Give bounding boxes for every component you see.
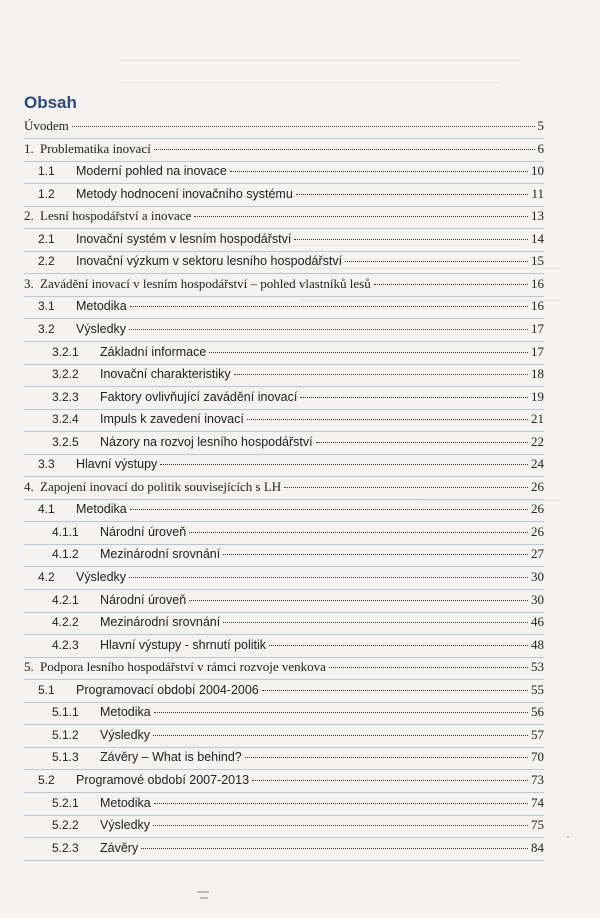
toc-entry[interactable] — [24, 206, 544, 229]
dot-leader — [252, 780, 528, 781]
toc-entry[interactable] — [24, 815, 544, 838]
toc-entry-number: 5. — [24, 659, 34, 675]
toc-entry[interactable] — [24, 680, 544, 703]
toc-entry-number: 4.1.1 — [52, 524, 79, 539]
toc-entry-title: Faktory ovlivňující zavádění inovací — [100, 389, 298, 404]
toc-entry-number: 3.2.5 — [52, 434, 79, 449]
toc-entry-page-number: 11 — [531, 185, 544, 201]
toc-entry[interactable] — [24, 364, 544, 387]
toc-entry-title: Zavádění inovací v lesním hospodářství – pohled vlastníků lesů — [40, 275, 371, 291]
toc-entry[interactable] — [24, 161, 544, 184]
toc-entry[interactable] — [24, 229, 544, 252]
toc-entry-number: 4.1 — [38, 502, 55, 517]
toc-entry-title: Metody hodnocení inovačního systému — [76, 186, 293, 201]
dot-leader — [245, 757, 528, 758]
toc-entry-title: Programovací období 2004-2006 — [76, 682, 259, 697]
toc-entry-title: Mezinárodní srovnání — [100, 547, 221, 562]
dot-leader — [154, 712, 528, 713]
page-title: Obsah — [24, 93, 77, 112]
toc-entry[interactable] — [24, 544, 544, 567]
toc-entry[interactable] — [24, 747, 544, 770]
dot-leader — [296, 194, 529, 195]
toc-entry-number: 4.2.1 — [52, 592, 79, 607]
page-mark — [200, 897, 208, 899]
dot-leader — [234, 374, 528, 375]
toc-entry-title: Výsledky — [76, 570, 127, 584]
toc-entry-page-number: 75 — [531, 817, 544, 833]
dot-leader — [189, 600, 528, 601]
dot-leader — [223, 554, 528, 555]
toc-entry-page-number: 17 — [531, 343, 544, 359]
toc-entry-number: 5.1.2 — [52, 727, 79, 742]
toc-entry-title: Národní úroveň — [100, 592, 187, 607]
toc-entry-page-number: 30 — [531, 591, 544, 607]
dot-leader — [230, 171, 528, 172]
dot-leader — [374, 284, 528, 285]
toc-entry-number: 5.2.1 — [52, 795, 79, 810]
toc-entry-title: Lesní hospodářství a inovace — [40, 208, 192, 224]
toc-entry[interactable] — [24, 409, 544, 432]
toc-entry-page-number: 22 — [531, 433, 544, 449]
toc-entry-page-number: 5 — [537, 118, 544, 133]
toc-entry-title: Výsledky — [100, 818, 151, 833]
page-mark — [567, 836, 569, 838]
dot-leader — [129, 577, 528, 578]
toc-entry-number: 1. — [24, 140, 34, 156]
toc-entry-title: Moderní pohled na inovace — [76, 164, 227, 179]
toc-entry[interactable] — [24, 657, 544, 680]
toc-entry-title: Inovační systém v lesním hospodářství — [76, 231, 292, 246]
toc-entry-title: Inovační výzkum v sektoru lesního hospodářství — [76, 254, 343, 269]
dot-leader — [262, 690, 528, 691]
toc-entry[interactable] — [24, 296, 544, 319]
dot-leader — [129, 329, 528, 330]
toc-entry-page-number: 48 — [531, 636, 544, 652]
dot-leader — [345, 261, 528, 262]
dot-leader — [284, 487, 528, 488]
toc-entry-page-number: 70 — [531, 749, 544, 765]
toc-entry-number: 1.2 — [38, 186, 55, 201]
toc-entry-page-number: 55 — [531, 681, 544, 697]
toc-entry[interactable] — [24, 251, 544, 274]
toc-entry[interactable] — [24, 116, 544, 139]
toc-entry-title: Hlavní výstupy - shrnutí politik — [100, 637, 267, 652]
dot-leader — [154, 803, 528, 804]
dot-leader — [223, 622, 528, 623]
toc-entry-title: Základní informace — [100, 344, 207, 359]
toc-entry-page-number: 21 — [531, 411, 544, 427]
toc-entry-title: Podpora lesního hospodářství v rámci rozvoje venkova — [40, 659, 326, 675]
dot-leader — [153, 735, 528, 736]
dot-leader — [316, 442, 528, 443]
toc-entry-number: 5.2 — [38, 772, 55, 787]
toc-entry-page-number: 24 — [531, 456, 544, 472]
dot-leader — [153, 825, 528, 826]
toc-entry-title: Národní úroveň — [100, 524, 187, 539]
dot-leader — [300, 397, 528, 398]
toc-entry-page-number: 10 — [531, 163, 544, 179]
toc-entry-number: 3.2.1 — [52, 344, 79, 359]
toc-entry[interactable] — [24, 567, 544, 590]
toc-entry-number: 5.2.3 — [52, 840, 79, 855]
toc-entry-page-number: 18 — [531, 366, 544, 382]
toc-entry[interactable] — [24, 793, 544, 816]
toc-entry-page-number: 26 — [531, 501, 544, 517]
toc-entry-page-number: 15 — [531, 253, 544, 269]
toc-entry-page-number: 14 — [531, 230, 544, 246]
dot-leader — [189, 532, 528, 533]
toc-entry-number: 3.2.3 — [52, 389, 79, 404]
toc-entry-title: Mezinárodní srovnání — [100, 615, 221, 630]
toc-entry-number: 4.2.2 — [52, 615, 79, 630]
dot-leader — [209, 352, 528, 353]
toc-entry-title: Zapojení inovací do politik souvisejících s LH — [40, 478, 282, 494]
toc-entry-title: Názory na rozvoj lesního hospodářství — [100, 434, 313, 449]
toc-entry[interactable] — [24, 477, 544, 500]
toc-entry-number: 1.1 — [38, 164, 55, 179]
toc-entry-title: Metodika — [100, 705, 151, 720]
toc-entry-number: 2.2 — [38, 254, 55, 269]
dot-leader — [72, 126, 535, 127]
page-mark — [197, 891, 209, 893]
toc-entry-number: 3.1 — [38, 299, 55, 314]
dot-leader — [130, 509, 528, 510]
toc-entry-page-number: 6 — [537, 140, 544, 156]
toc-entry-page-number: 19 — [531, 388, 544, 404]
toc-entry-page-number: 30 — [531, 569, 544, 584]
toc-entry-page-number: 26 — [531, 478, 544, 494]
dot-leader — [294, 239, 528, 240]
toc-entry-page-number: 26 — [531, 523, 544, 539]
toc-entry[interactable] — [24, 387, 544, 410]
toc-entry-title: Metodika — [100, 795, 151, 810]
toc-entry[interactable] — [24, 342, 544, 365]
toc-entry-title: Hlavní výstupy — [76, 457, 158, 472]
toc-entry-title: Impuls k zavedení inovací — [100, 412, 244, 427]
toc-entry-number: 2. — [24, 208, 34, 224]
toc-entry-page-number: 46 — [531, 614, 544, 630]
toc-entry-number: 3.2.2 — [52, 367, 79, 382]
dot-leader — [160, 464, 528, 465]
toc-entry-number: 4.1.2 — [52, 547, 79, 562]
toc-entry[interactable] — [24, 725, 544, 748]
toc-entry[interactable] — [24, 184, 544, 207]
toc-entry-page-number: 16 — [531, 298, 544, 314]
dot-leader — [130, 306, 528, 307]
toc-entry-title: Závěry — [100, 840, 139, 855]
toc-entry-number: 4.2 — [38, 570, 55, 584]
toc-entry-page-number: 16 — [531, 275, 544, 291]
toc-entry-title: Metodika — [76, 299, 127, 314]
dot-leader — [154, 149, 535, 150]
toc-entry-number: 5.1.1 — [52, 705, 79, 720]
toc-entry-number: 4. — [24, 478, 34, 494]
toc-entry[interactable] — [24, 838, 544, 861]
toc-entry[interactable] — [24, 454, 544, 477]
dot-leader — [141, 848, 528, 849]
toc-entry-page-number: 57 — [531, 726, 544, 742]
toc-entry-page-number: 27 — [531, 546, 544, 562]
toc-entry[interactable] — [24, 635, 544, 658]
toc-entry[interactable] — [24, 432, 544, 455]
toc-entry[interactable] — [24, 770, 544, 793]
dot-leader — [329, 667, 528, 668]
toc-entry-title: Metodika — [76, 502, 127, 517]
dot-leader — [194, 216, 528, 217]
toc-entry-title: Úvodem — [24, 118, 69, 133]
toc-entry-title: Závěry – What is behind? — [100, 750, 242, 765]
toc-entry[interactable] — [24, 522, 544, 545]
toc-entry-title: Programové období 2007-2013 — [76, 772, 250, 787]
toc-entry-title: Výsledky — [76, 321, 127, 336]
toc-entry-number: 3.2.4 — [52, 412, 79, 427]
toc-entry-page-number: 56 — [531, 704, 544, 720]
dot-leader — [269, 645, 528, 646]
toc-entry[interactable] — [24, 139, 544, 162]
toc-entry-number: 3. — [24, 275, 34, 291]
dot-leader — [247, 419, 528, 420]
toc-entry-page-number: 74 — [531, 794, 544, 810]
toc-entry[interactable] — [24, 319, 544, 342]
toc-entry-number: 3.3 — [38, 457, 55, 472]
toc-entry-number: 5.2.2 — [52, 818, 79, 833]
toc-entry-title: Výsledky — [100, 727, 151, 742]
toc-entry-number: 4.2.3 — [52, 637, 79, 652]
toc-entry-page-number: 53 — [531, 659, 544, 675]
toc-entry-title: Problematika inovací — [40, 140, 151, 156]
toc-entry[interactable] — [24, 612, 544, 635]
toc-entry-page-number: 13 — [531, 208, 544, 224]
toc-entry[interactable] — [24, 499, 544, 522]
toc-entry-number: 5.1.3 — [52, 750, 79, 765]
toc-entry-page-number: 17 — [531, 320, 544, 336]
toc-entry-title: Inovační charakteristiky — [100, 367, 231, 382]
toc-entry[interactable] — [24, 274, 544, 297]
toc-entry[interactable] — [24, 590, 544, 613]
toc-entry-number: 3.2 — [38, 321, 55, 336]
toc-entry-number: 2.1 — [38, 231, 55, 246]
toc-entry-number: 5.1 — [38, 682, 55, 697]
toc-entry-page-number: 84 — [531, 839, 544, 855]
toc-entry[interactable] — [24, 702, 544, 725]
toc-entry-page-number: 73 — [531, 771, 544, 787]
